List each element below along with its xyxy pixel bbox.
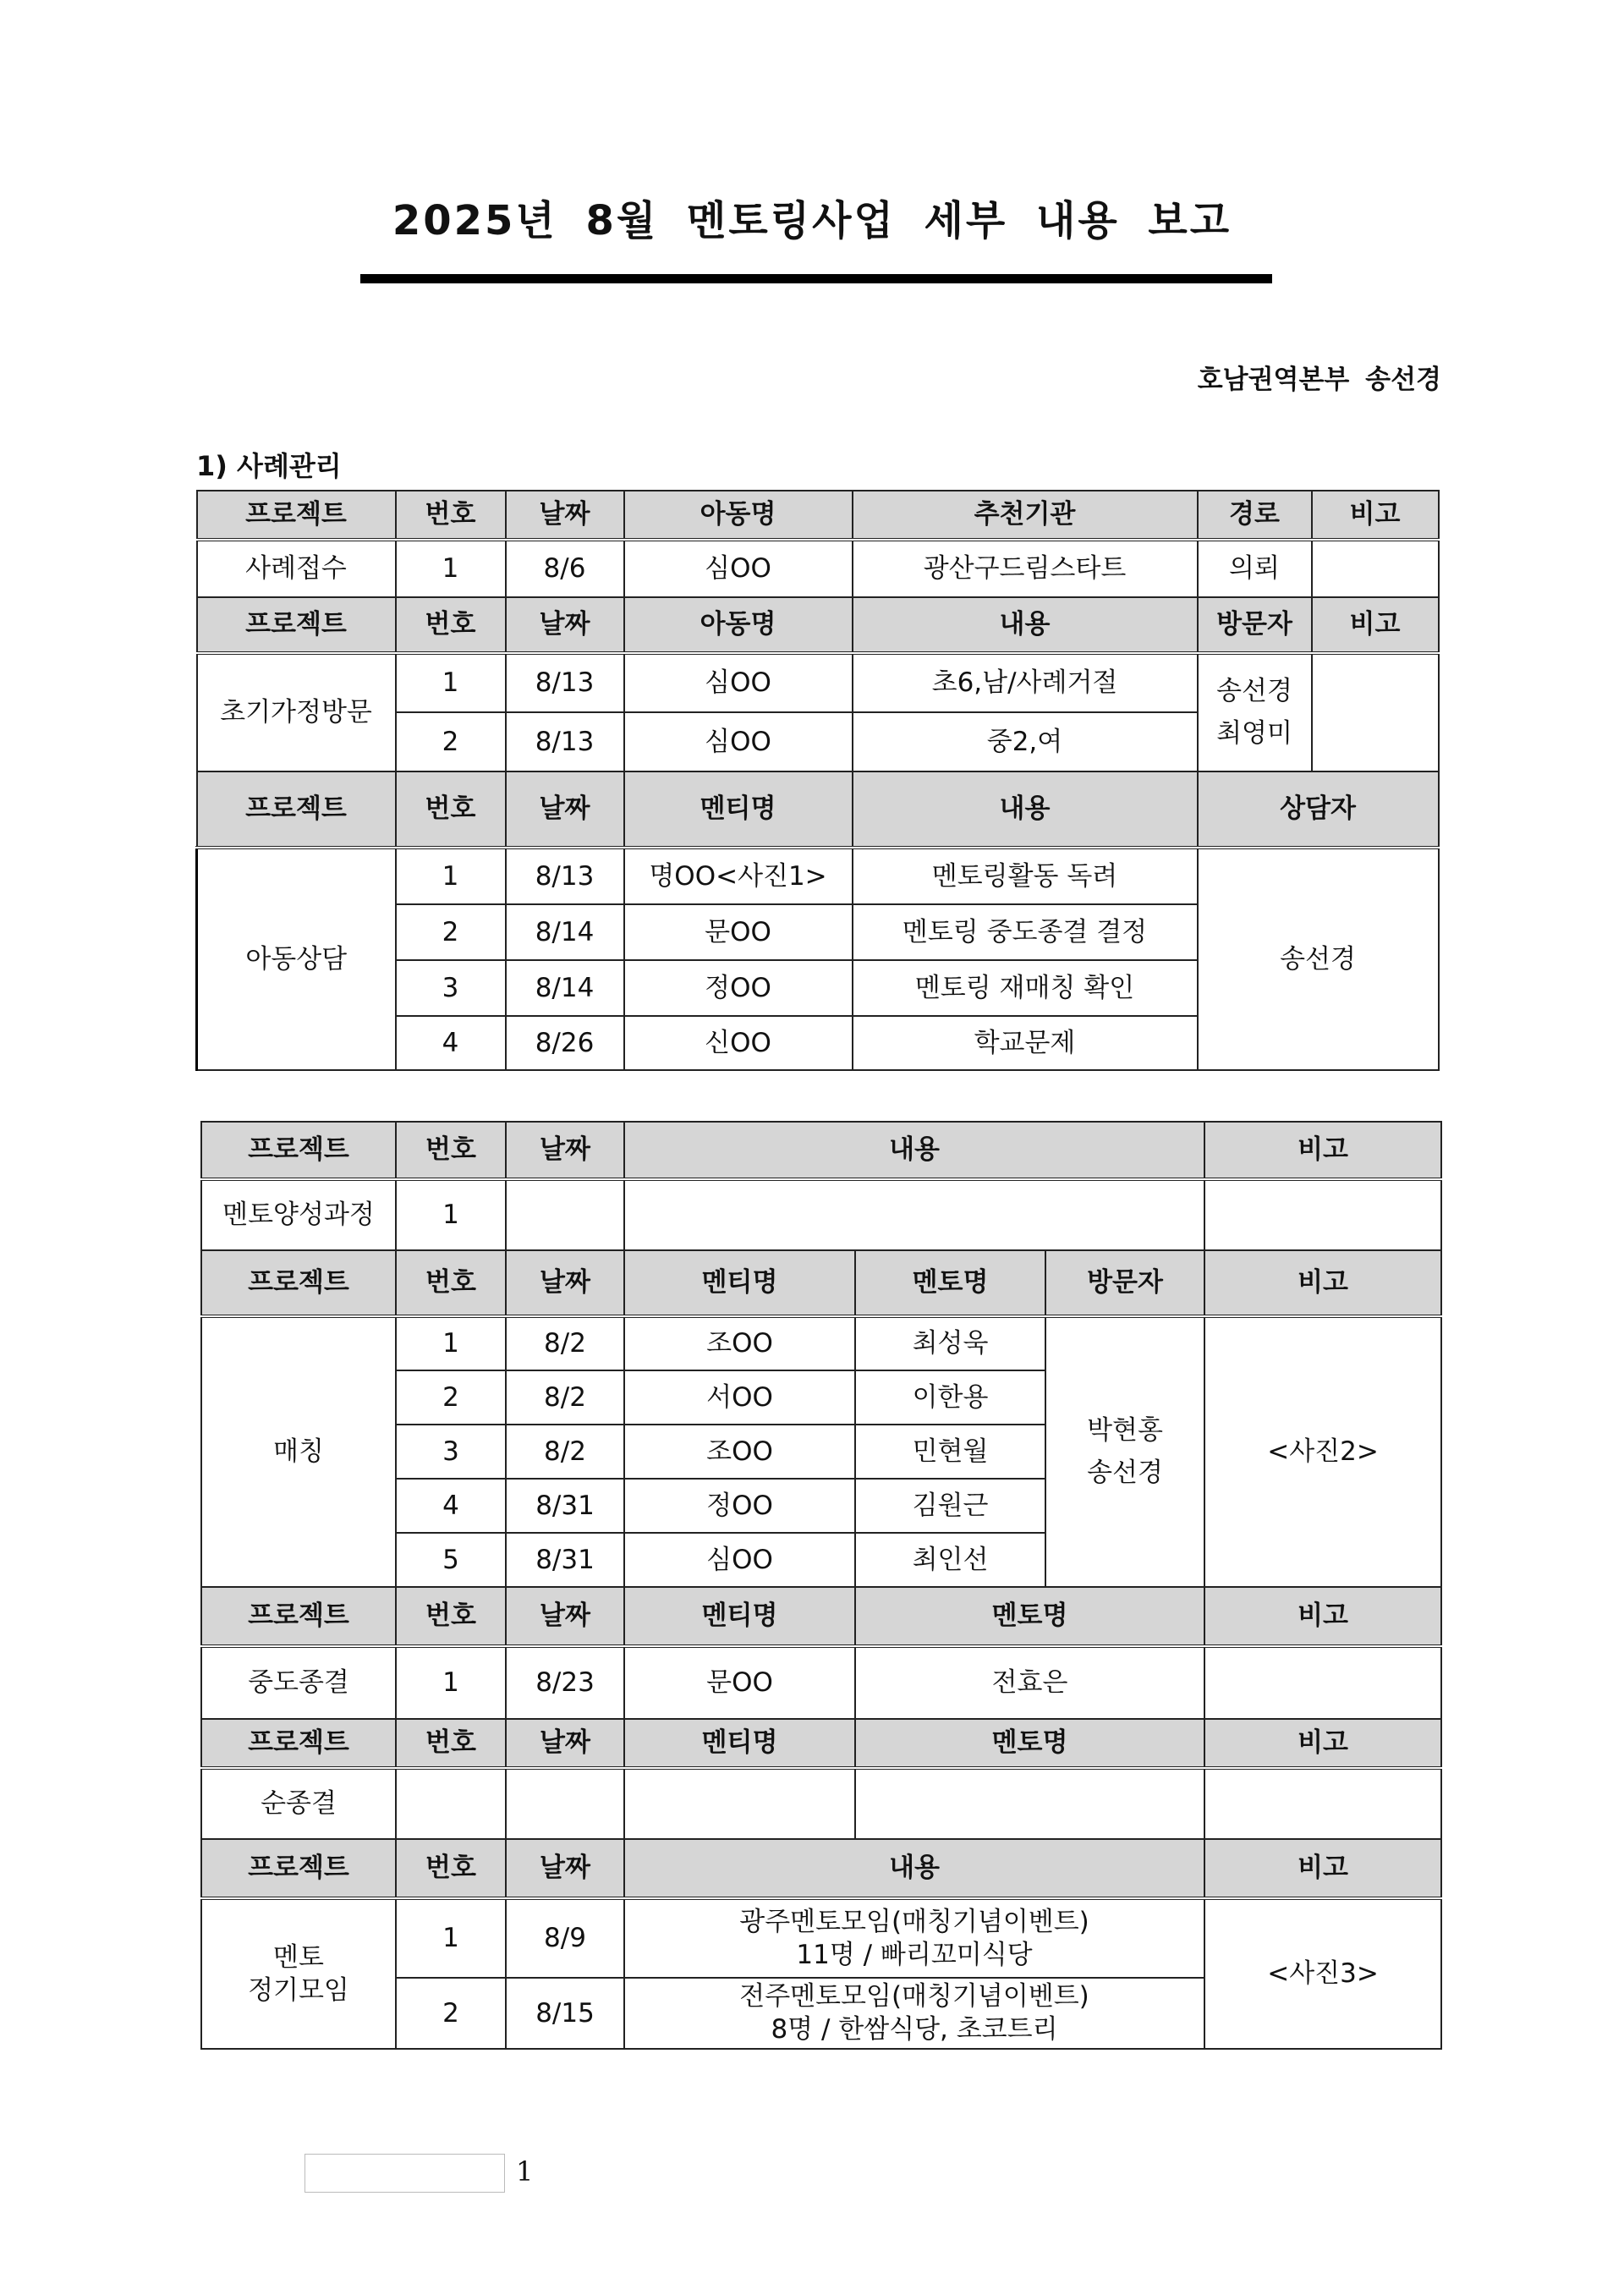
content-cell: 멘토링 재매칭 확인: [853, 960, 1198, 1016]
project-cell: 중도종결: [201, 1646, 396, 1719]
footer-box: [304, 2154, 505, 2193]
project-line: 멘토: [273, 1941, 324, 1973]
content-cell: 중2,여: [853, 712, 1198, 771]
number-cell: 1: [396, 1316, 506, 1370]
content-line: 11명 / 빠리꼬미식당: [796, 1939, 1033, 1970]
header-cell: 내용: [624, 1122, 1204, 1179]
number-cell: 3: [396, 1425, 506, 1479]
header-cell: 번호: [396, 597, 506, 653]
number-cell: 1: [396, 848, 506, 904]
project-line: 정기모임: [248, 1974, 349, 2006]
mentee-cell: 심OO: [624, 1533, 855, 1587]
header-cell: 프로젝트: [197, 771, 396, 848]
child-cell: 심OO: [624, 540, 853, 597]
project-cell: 멘토양성과정: [201, 1179, 396, 1250]
header-cell: 멘티명: [624, 1719, 855, 1768]
date-cell: 8/2: [506, 1370, 624, 1425]
number-cell: 2: [396, 904, 506, 960]
project-cell: 매칭: [201, 1316, 396, 1587]
date-cell: [506, 1179, 624, 1250]
header-cell: 날짜: [506, 1122, 624, 1179]
case-management-table: [195, 490, 1440, 1071]
content-cell: 학교문제: [853, 1016, 1198, 1070]
number-cell: 2: [396, 1370, 506, 1425]
mentor-cell: 전효은: [855, 1646, 1204, 1719]
number-cell: 1: [396, 1179, 506, 1250]
visitor-name: 송선경: [1216, 675, 1292, 706]
mentee-cell: [624, 1768, 855, 1839]
header-cell: 멘티명: [624, 771, 853, 848]
header-cell: 내용: [624, 1839, 1204, 1898]
header-cell: 아동명: [624, 597, 853, 653]
visitor-name: 최영미: [1216, 717, 1292, 749]
header-cell: 번호: [396, 1839, 506, 1898]
header-cell: 날짜: [506, 1250, 624, 1316]
table-row: [201, 1179, 1441, 1250]
header-cell: 멘토명: [855, 1719, 1204, 1768]
header-cell: 프로젝트: [201, 1122, 396, 1179]
header-cell: 프로젝트: [201, 1839, 396, 1898]
number-cell: 1: [396, 1898, 506, 1978]
date-cell: 8/2: [506, 1425, 624, 1479]
date-cell: 8/13: [506, 653, 624, 712]
note-cell: [1204, 1179, 1441, 1250]
project-cell: 초기가정방문: [197, 653, 396, 771]
header-cell: 방문자: [1198, 597, 1312, 653]
number-cell: 2: [396, 712, 506, 771]
header-cell: 비고: [1312, 491, 1439, 540]
header-cell: 멘티명: [624, 1587, 855, 1646]
header-cell: 날짜: [506, 1587, 624, 1646]
header-cell: 아동명: [624, 491, 853, 540]
table-header-row: [197, 597, 1439, 653]
visitor-name: 송선경: [1087, 1457, 1163, 1488]
header-cell: 프로젝트: [201, 1587, 396, 1646]
header-cell: 내용: [853, 597, 1198, 653]
header-cell: 방문자: [1045, 1250, 1204, 1316]
visitor-cell: [1045, 1316, 1204, 1587]
header-cell: 비고: [1204, 1719, 1441, 1768]
number-cell: 5: [396, 1533, 506, 1587]
header-cell: 멘티명: [624, 1250, 855, 1316]
date-cell: [506, 1768, 624, 1839]
visitor-name: 박현홍: [1087, 1414, 1163, 1446]
mentoring-table: [200, 1121, 1442, 2050]
content-cell: 멘토링활동 독려: [853, 848, 1198, 904]
header-cell: 멘토명: [855, 1587, 1204, 1646]
mentee-cell: 조OO: [624, 1425, 855, 1479]
header-cell: 추천기관: [853, 491, 1198, 540]
content-line: 광주멘토모임(매칭기념이벤트): [739, 1906, 1089, 1937]
date-cell: 8/23: [506, 1646, 624, 1719]
header-cell: 날짜: [506, 1719, 624, 1768]
header-cell: 번호: [396, 771, 506, 848]
header-cell: 멘토명: [855, 1250, 1045, 1316]
date-cell: 8/14: [506, 904, 624, 960]
header-cell: 내용: [853, 771, 1198, 848]
mentor-cell: 김원근: [855, 1479, 1045, 1533]
table-row: [201, 1898, 1441, 1978]
header-cell: 비고: [1312, 597, 1439, 653]
date-cell: 8/31: [506, 1533, 624, 1587]
child-cell: 심OO: [624, 712, 853, 771]
project-cell: [201, 1898, 396, 2049]
table-header-row: [201, 1122, 1441, 1179]
note-cell: <사진3>: [1204, 1898, 1441, 2049]
note-cell: [1204, 1768, 1441, 1839]
date-cell: 8/15: [506, 1978, 624, 2049]
number-cell: 4: [396, 1479, 506, 1533]
table-header-row: [201, 1250, 1441, 1316]
number-cell: 3: [396, 960, 506, 1016]
header-cell: 상담자: [1198, 771, 1439, 848]
date-cell: 8/6: [506, 540, 624, 597]
counselor-cell: 송선경: [1198, 848, 1439, 1070]
page-title: 2025년 8월 멘토링사업 세부 내용 보고: [392, 197, 1232, 244]
header-cell: 날짜: [506, 771, 624, 848]
header-cell: 번호: [396, 1587, 506, 1646]
content-line: 8명 / 한쌈식당, 초코트리: [771, 2014, 1058, 2045]
author: 호남권역본부 송선경: [1197, 365, 1441, 395]
date-cell: 8/26: [506, 1016, 624, 1070]
content-cell: [624, 1179, 1204, 1250]
header-cell: 비고: [1204, 1587, 1441, 1646]
table-row: [201, 1316, 1441, 1370]
mentor-cell: 이한용: [855, 1370, 1045, 1425]
date-cell: 8/9: [506, 1898, 624, 1978]
number-cell: 1: [396, 653, 506, 712]
header-cell: 비고: [1204, 1839, 1441, 1898]
mentor-cell: 최인선: [855, 1533, 1045, 1587]
header-cell: 번호: [396, 1250, 506, 1316]
table-header-row: [197, 771, 1439, 848]
content-cell: 멘토링 중도종결 결정: [853, 904, 1198, 960]
number-cell: 4: [396, 1016, 506, 1070]
content-cell: [624, 1898, 1204, 1978]
table-row: [201, 1646, 1441, 1719]
mentee-cell: 정OO: [624, 960, 853, 1016]
mentee-cell: 정OO: [624, 1479, 855, 1533]
project-cell: 순종결: [201, 1768, 396, 1839]
title-underline: [360, 274, 1272, 283]
mentee-cell: 명OO<사진1>: [624, 848, 853, 904]
note-cell: <사진2>: [1204, 1316, 1441, 1587]
note-cell: [1204, 1646, 1441, 1719]
table-header-row: [201, 1587, 1441, 1646]
header-cell: 날짜: [506, 491, 624, 540]
mentee-cell: 신OO: [624, 1016, 853, 1070]
content-line: 전주멘토모임(매칭기념이벤트): [739, 1981, 1089, 2012]
mentor-cell: [855, 1768, 1204, 1839]
content-cell: 초6,남/사례거절: [853, 653, 1198, 712]
project-cell: 아동상담: [197, 848, 396, 1070]
date-cell: 8/13: [506, 712, 624, 771]
number-cell: 1: [396, 540, 506, 597]
table-row: [201, 1768, 1441, 1839]
header-cell: 번호: [396, 1719, 506, 1768]
header-cell: 번호: [396, 1122, 506, 1179]
mentee-cell: 조OO: [624, 1316, 855, 1370]
date-cell: 8/31: [506, 1479, 624, 1533]
header-cell: 프로젝트: [197, 597, 396, 653]
header-cell: 비고: [1204, 1122, 1441, 1179]
mentor-cell: 최성욱: [855, 1316, 1045, 1370]
page-number: 1: [516, 2155, 534, 2188]
header-cell: 프로젝트: [201, 1719, 396, 1768]
date-cell: 8/13: [506, 848, 624, 904]
header-cell: 날짜: [506, 597, 624, 653]
table-header-row: [197, 491, 1439, 540]
mentor-cell: 민현월: [855, 1425, 1045, 1479]
mentee-cell: 문OO: [624, 1646, 855, 1719]
table-header-row: [201, 1719, 1441, 1768]
mentee-cell: 문OO: [624, 904, 853, 960]
project-cell: 사례접수: [197, 540, 396, 597]
header-cell: 날짜: [506, 1839, 624, 1898]
visitor-cell: [1198, 653, 1312, 771]
note-cell: [1312, 540, 1439, 597]
child-cell: 심OO: [624, 653, 853, 712]
mentee-cell: 서OO: [624, 1370, 855, 1425]
number-cell: [396, 1768, 506, 1839]
date-cell: 8/14: [506, 960, 624, 1016]
table-row: [197, 848, 1439, 904]
number-cell: 1: [396, 1646, 506, 1719]
date-cell: 8/2: [506, 1316, 624, 1370]
agency-cell: 광산구드림스타트: [853, 540, 1198, 597]
content-cell: [624, 1978, 1204, 2049]
table-header-row: [201, 1839, 1441, 1898]
note-cell: [1312, 653, 1439, 771]
header-cell: 프로젝트: [197, 491, 396, 540]
header-cell: 비고: [1204, 1250, 1441, 1316]
number-cell: 2: [396, 1978, 506, 2049]
header-cell: 번호: [396, 491, 506, 540]
header-cell: 프로젝트: [201, 1250, 396, 1316]
section-heading: 1) 사례관리: [196, 450, 342, 482]
route-cell: 의뢰: [1198, 540, 1312, 597]
table-row: [197, 653, 1439, 712]
table-row: [197, 540, 1439, 597]
header-cell: 경로: [1198, 491, 1312, 540]
